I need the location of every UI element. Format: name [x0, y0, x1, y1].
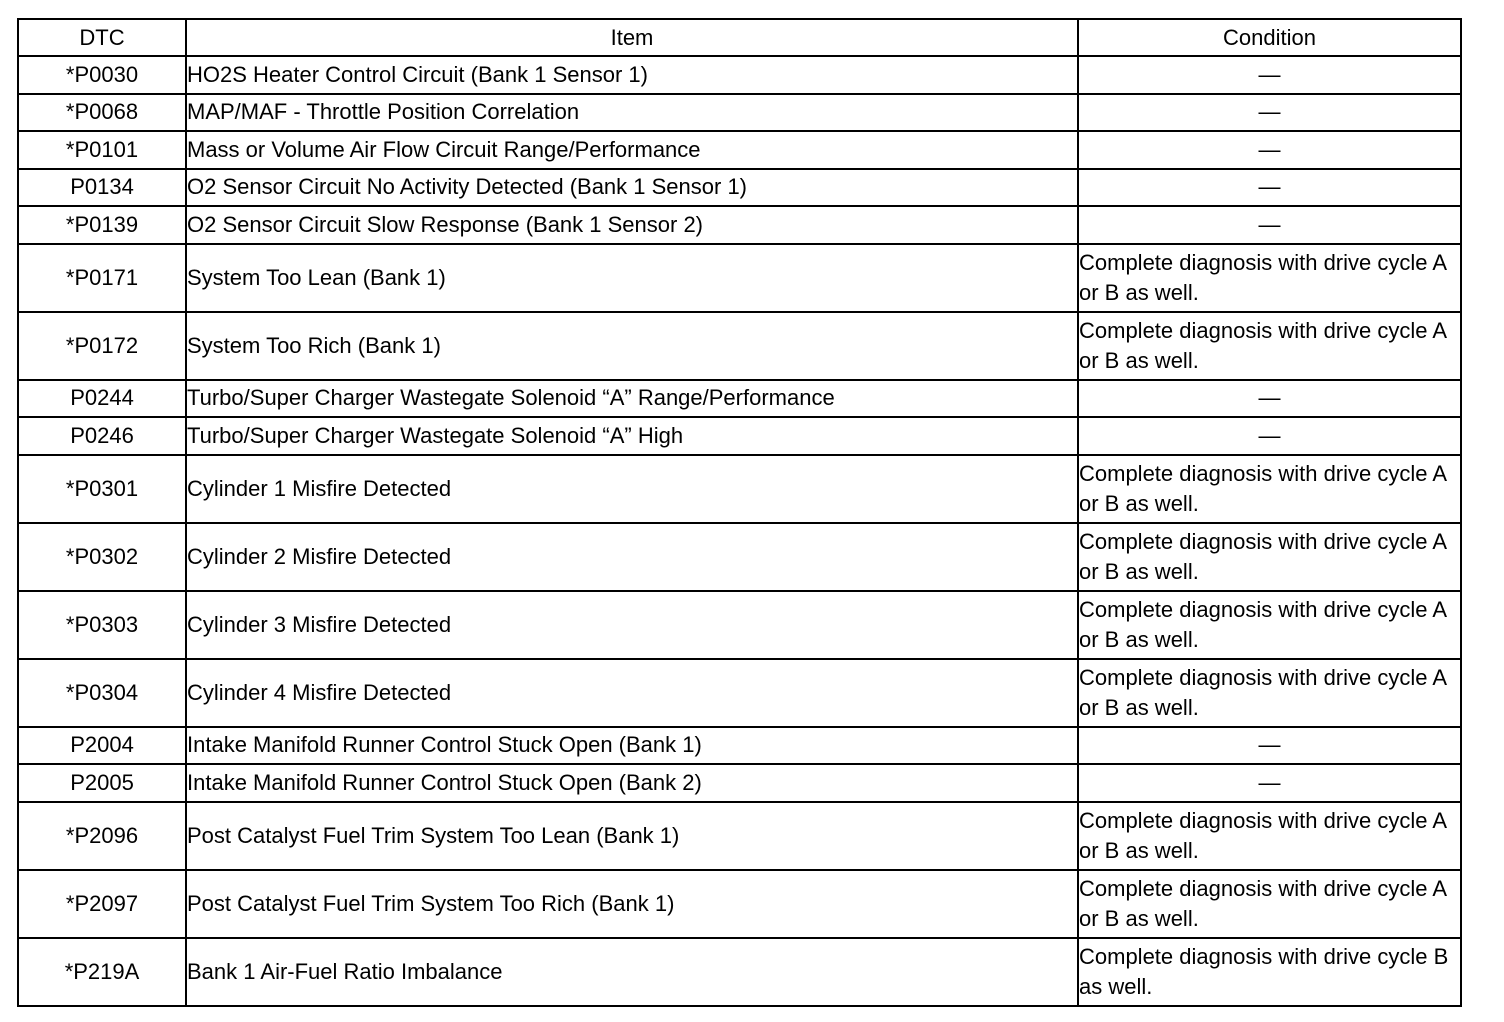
dtc-code-cell: P2004 — [18, 727, 186, 765]
table-row — [18, 455, 1461, 523]
condition-cell: — — [1078, 169, 1461, 207]
table-row — [18, 312, 1461, 380]
condition-cell: Complete diagnosis with drive cycle A or B as well. — [1078, 244, 1461, 312]
dtc-code-cell: *P0304 — [18, 659, 186, 727]
table-body — [18, 56, 1461, 1006]
item-description-cell: System Too Rich (Bank 1) — [186, 312, 1078, 380]
item-description-cell: Intake Manifold Runner Control Stuck Open (Bank 2) — [186, 764, 1078, 802]
dtc-code-cell: *P219A — [18, 938, 186, 1006]
table-header-row — [18, 19, 1461, 56]
table-row — [18, 417, 1461, 455]
condition-cell: — — [1078, 131, 1461, 169]
condition-cell: — — [1078, 94, 1461, 132]
condition-cell: — — [1078, 206, 1461, 244]
item-description-cell: Mass or Volume Air Flow Circuit Range/Performance — [186, 131, 1078, 169]
condition-cell: Complete diagnosis with drive cycle A or B as well. — [1078, 870, 1461, 938]
dtc-code-cell: *P0172 — [18, 312, 186, 380]
item-description-cell: Turbo/Super Charger Wastegate Solenoid “A” High — [186, 417, 1078, 455]
table-row — [18, 870, 1461, 938]
dtc-code-cell: P0134 — [18, 169, 186, 207]
dtc-code-cell: P0246 — [18, 417, 186, 455]
table-row — [18, 380, 1461, 418]
item-description-cell: Cylinder 4 Misfire Detected — [186, 659, 1078, 727]
condition-cell: Complete diagnosis with drive cycle A or B as well. — [1078, 591, 1461, 659]
item-description-cell: Post Catalyst Fuel Trim System Too Lean (Bank 1) — [186, 802, 1078, 870]
item-description-cell: Turbo/Super Charger Wastegate Solenoid “A” Range/Performance — [186, 380, 1078, 418]
dtc-code-cell: P0244 — [18, 380, 186, 418]
condition-cell: — — [1078, 380, 1461, 418]
header-condition: Condition — [1078, 19, 1461, 56]
table-row — [18, 523, 1461, 591]
dtc-code-cell: *P0068 — [18, 94, 186, 132]
condition-cell: — — [1078, 417, 1461, 455]
item-description-cell: System Too Lean (Bank 1) — [186, 244, 1078, 312]
condition-cell: Complete diagnosis with drive cycle A or B as well. — [1078, 455, 1461, 523]
table-row — [18, 802, 1461, 870]
item-description-cell: Cylinder 2 Misfire Detected — [186, 523, 1078, 591]
item-description-cell: HO2S Heater Control Circuit (Bank 1 Sensor 1) — [186, 56, 1078, 94]
item-description-cell: Post Catalyst Fuel Trim System Too Rich (Bank 1) — [186, 870, 1078, 938]
table-row — [18, 56, 1461, 94]
dtc-code-cell: *P0303 — [18, 591, 186, 659]
item-description-cell: O2 Sensor Circuit No Activity Detected (Bank 1 Sensor 1) — [186, 169, 1078, 207]
dtc-code-cell: *P0302 — [18, 523, 186, 591]
table-row — [18, 764, 1461, 802]
condition-cell: Complete diagnosis with drive cycle A or B as well. — [1078, 312, 1461, 380]
dtc-code-cell: P2005 — [18, 764, 186, 802]
dtc-code-cell: *P0030 — [18, 56, 186, 94]
header-item: Item — [186, 19, 1078, 56]
table-row — [18, 591, 1461, 659]
table-row — [18, 938, 1461, 1006]
condition-cell: Complete diagnosis with drive cycle A or B as well. — [1078, 802, 1461, 870]
table-row — [18, 94, 1461, 132]
dtc-code-cell: *P0171 — [18, 244, 186, 312]
header-dtc: DTC — [18, 19, 186, 56]
dtc-code-cell: *P0139 — [18, 206, 186, 244]
table-row — [18, 244, 1461, 312]
table-row — [18, 659, 1461, 727]
item-description-cell: Intake Manifold Runner Control Stuck Open (Bank 1) — [186, 727, 1078, 765]
dtc-code-cell: *P2096 — [18, 802, 186, 870]
condition-cell: — — [1078, 727, 1461, 765]
dtc-code-cell: *P0301 — [18, 455, 186, 523]
dtc-code-cell: *P2097 — [18, 870, 186, 938]
item-description-cell: Cylinder 3 Misfire Detected — [186, 591, 1078, 659]
item-description-cell: Cylinder 1 Misfire Detected — [186, 455, 1078, 523]
condition-cell: Complete diagnosis with drive cycle A or B as well. — [1078, 659, 1461, 727]
condition-cell: — — [1078, 764, 1461, 802]
condition-cell: — — [1078, 56, 1461, 94]
item-description-cell: MAP/MAF - Throttle Position Correlation — [186, 94, 1078, 132]
condition-cell: Complete diagnosis with drive cycle A or B as well. — [1078, 523, 1461, 591]
dtc-table — [17, 18, 1462, 1007]
condition-cell: Complete diagnosis with drive cycle B as well. — [1078, 938, 1461, 1006]
table-row — [18, 727, 1461, 765]
item-description-cell: O2 Sensor Circuit Slow Response (Bank 1 Sensor 2) — [186, 206, 1078, 244]
item-description-cell: Bank 1 Air-Fuel Ratio Imbalance — [186, 938, 1078, 1006]
table-row — [18, 131, 1461, 169]
table-row — [18, 206, 1461, 244]
dtc-code-cell: *P0101 — [18, 131, 186, 169]
table-row — [18, 169, 1461, 207]
